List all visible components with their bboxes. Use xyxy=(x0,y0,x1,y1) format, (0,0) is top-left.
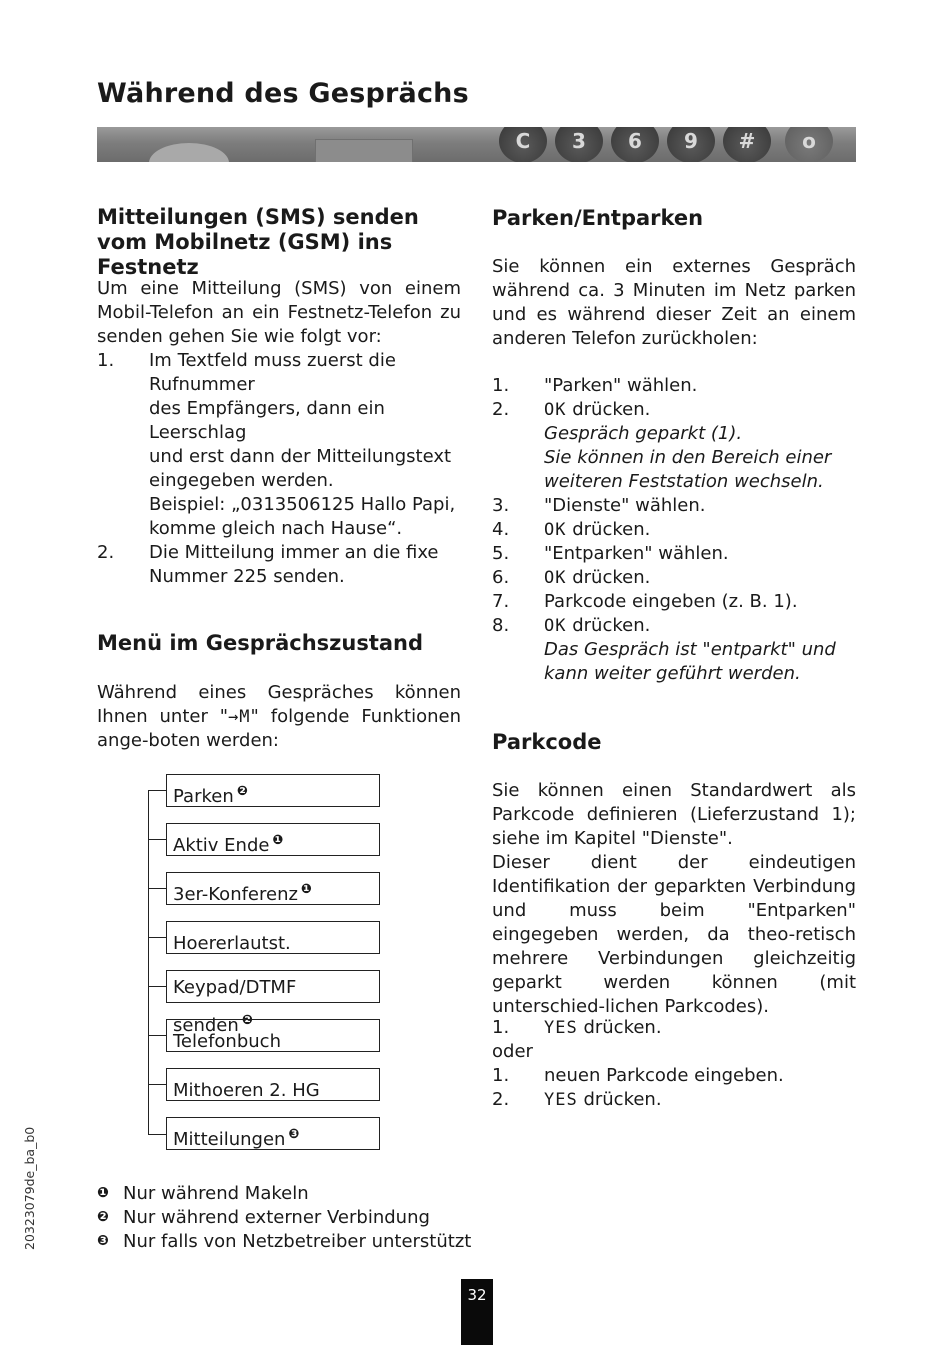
menu-intro-post: " folgende Funktionen ange-boten werden: xyxy=(97,706,461,751)
yes-key-icon: YES xyxy=(544,1018,578,1038)
banner-key-1: 3 xyxy=(555,127,603,162)
parkcode-oder-text: oder xyxy=(492,1041,533,1062)
parken-step-4-num: 4. xyxy=(492,519,510,540)
parken-steps xyxy=(492,374,856,686)
parken-step-3 xyxy=(492,494,856,518)
parkcode-para-2: Dieser dient der eindeutigen Identifikation der geparkten Verbindung und muss beim "Entparken" eingegeben werden, da theo-retisch mehrere Verbindungen gleichzeitig geparkt werden können (mit unterschied-lichen Parkcodes). xyxy=(492,852,856,1017)
menu-item-label: Hoererlautst. xyxy=(173,933,291,954)
menu-item-mitteilungen[interactable] xyxy=(166,1117,380,1150)
parken-step-7-num: 7. xyxy=(492,591,510,612)
parken-step-8-note-1: Das Gespräch ist "entparkt" und xyxy=(544,639,836,660)
parken-intro: Sie können ein externes Gespräch während ca. 3 Minuten im Netz parken und es während dieser Zeit an einem anderen Telefon zurückholen: xyxy=(492,256,856,349)
menu-heading: Menü im Gesprächszustand xyxy=(97,631,424,655)
banner-key-2: 6 xyxy=(611,127,659,162)
banner-key-3: 9 xyxy=(667,127,715,162)
parken-step-8-note-2: kann weiter geführt werden. xyxy=(544,663,801,684)
footnote-mark: ❷ xyxy=(236,784,248,799)
menu-item-label: Parken xyxy=(173,786,234,807)
sms-step-1-line-5: und erst dann der Mitteilungstext xyxy=(149,446,452,467)
ok-key-icon: OK xyxy=(544,400,567,420)
footnote-3-text: Nur falls von Netzbetreiber unterstützt xyxy=(123,1231,472,1252)
sms-step-1-line-3: des Empfängers, dann ein xyxy=(149,398,385,419)
parken-step-4 xyxy=(492,518,856,542)
sms-step-2 xyxy=(97,541,461,589)
footnote-mark: ❶ xyxy=(272,833,284,848)
banner-display xyxy=(315,139,413,162)
parken-step-6 xyxy=(492,566,856,590)
menu-item-label: Aktiv Ende xyxy=(173,835,270,856)
parken-step-8-num: 8. xyxy=(492,615,510,636)
parkcode-steps xyxy=(492,1016,856,1112)
menu-item-label: Keypad/DTMF senden xyxy=(173,977,297,1036)
menu-intro xyxy=(97,681,461,753)
parkcode-step-b1 xyxy=(492,1064,856,1088)
parken-step-6-num: 6. xyxy=(492,567,510,588)
parken-step-8 xyxy=(492,614,856,686)
banner-key-4: # xyxy=(723,127,771,162)
parken-step-4-text: drücken. xyxy=(566,519,651,540)
parkcode-step-a xyxy=(492,1016,856,1040)
menu-item-keypad-dtmf[interactable] xyxy=(166,970,380,1036)
parken-step-2-num: 2. xyxy=(492,399,510,420)
footnote-1-text: Nur während Makeln xyxy=(123,1183,309,1204)
parken-step-2 xyxy=(492,398,856,494)
menu-item-label: Telefonbuch xyxy=(173,1031,281,1052)
ok-key-icon: OK xyxy=(544,616,567,636)
yes-key-icon: YES xyxy=(544,1090,578,1110)
footnote-3 xyxy=(97,1229,471,1254)
menu-item-telefonbuch[interactable] xyxy=(166,1019,380,1052)
parkcode-step-b1-num: 1. xyxy=(492,1065,510,1086)
document-code: 20323079de_ba_b0 xyxy=(22,1126,37,1250)
parken-step-1-text: "Parken" wählen. xyxy=(544,375,698,396)
footnote-1 xyxy=(97,1181,309,1206)
menu-connector xyxy=(148,986,166,987)
menu-connector xyxy=(148,1084,166,1085)
footnote-2-mark: ❷ xyxy=(97,1209,109,1225)
menu-item-aktiv-ende[interactable] xyxy=(166,823,380,856)
page-number: 32 xyxy=(461,1279,493,1345)
sms-step-1-num: 1. xyxy=(97,350,115,371)
menu-connector xyxy=(148,888,166,889)
parkcode-step-b2-num: 2. xyxy=(492,1089,510,1110)
parken-step-6-text: drücken. xyxy=(566,567,651,588)
footnote-2-text: Nur während externer Verbindung xyxy=(123,1207,430,1228)
menu-item-label: 3er-Konferenz xyxy=(173,884,298,905)
parken-step-2-note-3: weiteren Feststation wechseln. xyxy=(544,471,824,492)
ok-key-icon: OK xyxy=(544,520,567,540)
sms-step-1 xyxy=(97,349,461,541)
parken-step-3-text: "Dienste" wählen. xyxy=(544,495,706,516)
parkcode-step-a-num: 1. xyxy=(492,1017,510,1038)
menu-connector xyxy=(148,790,166,791)
page-title: Während des Gesprächs xyxy=(97,78,469,109)
sms-step-2-num: 2. xyxy=(97,542,115,563)
parken-step-1 xyxy=(492,374,856,398)
parkcode-heading: Parkcode xyxy=(492,730,602,754)
parken-step-2-note-2: Sie können in den Bereich einer xyxy=(544,447,832,468)
menu-item-hoererlautst[interactable] xyxy=(166,921,380,954)
parken-step-7-text: Parkcode eingeben (z. B. 1). xyxy=(544,591,798,612)
menu-item-parken[interactable] xyxy=(166,774,380,807)
ok-key-icon: OK xyxy=(544,568,567,588)
parkcode-step-b2 xyxy=(492,1088,856,1112)
footnote-3-mark: ❸ xyxy=(97,1233,109,1249)
banner-key-0: C xyxy=(499,127,547,162)
sms-step-2-line-1: Die Mitteilung immer an die fixe xyxy=(149,542,439,563)
phone-keypad-banner xyxy=(97,127,856,162)
menu-item-label: Mitteilungen xyxy=(173,1129,286,1150)
parkcode-step-a-text: drücken. xyxy=(577,1017,662,1038)
menu-connector xyxy=(148,1035,166,1036)
parken-step-2-text: drücken. xyxy=(566,399,651,420)
footnote-mark: ❸ xyxy=(288,1127,300,1142)
sms-step-1-line-7: Beispiel: „0313506125 Hallo Papi, xyxy=(149,494,456,515)
menu-connector xyxy=(148,839,166,840)
menu-symbol-icon: →M xyxy=(228,707,251,727)
parken-step-1-num: 1. xyxy=(492,375,510,396)
banner-knob xyxy=(149,143,229,162)
footnote-mark: ❷ xyxy=(241,1013,253,1028)
parken-step-8-text: drücken. xyxy=(566,615,651,636)
sms-step-1-line-4: Leerschlag xyxy=(149,422,247,443)
parkcode-oder xyxy=(492,1040,856,1064)
sms-step-1-line-8: komme gleich nach Hause“. xyxy=(149,518,403,539)
menu-item-label: Mithoeren 2. HG xyxy=(173,1080,320,1101)
parkcode-para-1: Sie können einen Standardwert als Parkcode definieren (Lieferzustand 1); siehe im Kapitel "Dienste". xyxy=(492,780,856,849)
parken-step-5-num: 5. xyxy=(492,543,510,564)
menu-item-3er-konferenz[interactable] xyxy=(166,872,380,905)
footnote-2 xyxy=(97,1205,430,1230)
menu-connector xyxy=(148,1134,166,1135)
sms-heading: Mitteilungen (SMS) senden vom Mobilnetz (GSM) ins Festnetz xyxy=(97,205,419,279)
parkcode-step-b1-text: neuen Parkcode eingeben. xyxy=(544,1065,784,1086)
menu-item-mithoeren[interactable] xyxy=(166,1068,380,1101)
sms-step-1-line-2: Rufnummer xyxy=(149,374,255,395)
parken-step-5 xyxy=(492,542,856,566)
menu-connector xyxy=(148,937,166,938)
sms-step-2-line-2: Nummer 225 senden. xyxy=(149,566,345,587)
banner-key-5: o xyxy=(785,127,833,162)
parken-heading: Parken/Entparken xyxy=(492,206,704,230)
parken-step-7 xyxy=(492,590,856,614)
parken-step-3-num: 3. xyxy=(492,495,510,516)
sms-step-1-line-1: Im Textfeld muss zuerst die xyxy=(149,350,396,371)
footnote-mark: ❶ xyxy=(300,882,312,897)
sms-intro: Um eine Mitteilung (SMS) von einem Mobil-Telefon an ein Festnetz-Telefon zu senden gehen Sie wie folgt vor: xyxy=(97,278,461,347)
parkcode-step-b2-text: drücken. xyxy=(577,1089,662,1110)
parken-step-5-text: "Entparken" wählen. xyxy=(544,543,729,564)
menu-intro-pre: Während eines Gespräches können Ihnen unter " xyxy=(97,682,461,727)
sms-steps xyxy=(97,349,461,589)
parken-step-2-note-1: Gespräch geparkt (1). xyxy=(544,423,743,444)
footnote-1-mark: ❶ xyxy=(97,1185,109,1201)
sms-step-1-line-6: eingegeben werden. xyxy=(149,470,334,491)
